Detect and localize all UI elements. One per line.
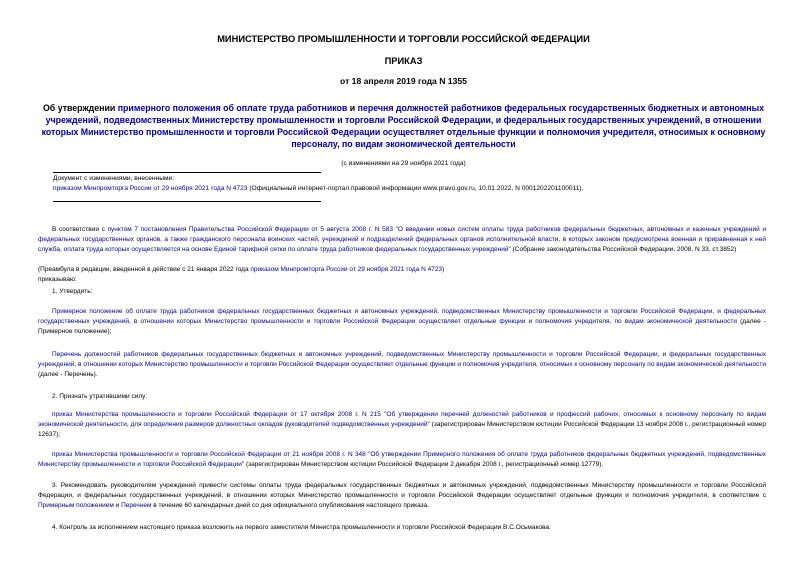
title-text-2: и bbox=[347, 103, 358, 113]
document-title bbox=[40, 102, 767, 150]
item3-text-2: и bbox=[113, 502, 122, 509]
divider-bottom bbox=[53, 201, 321, 202]
preamble-text-2: (Собрание законодательства Российской Федерации, 2008, N 33, ст.3852) bbox=[510, 246, 737, 253]
item2-link-order-215[interactable]: приказ Министерства промышленности и торговли Российской Федерации от 17 октября 2008 г. N 215 "Об утверждении перечней должностей работников и профессий рабочих, относимых к основному персоналу по видам экономической деятельности, для определения размеров должностных окладов руководителей подведомственных учреждений" bbox=[38, 411, 766, 428]
item3-text-1: 3. Рекомендовать руководителям учреждений привести системы оплаты труда федеральных государственных бюджетных и автономных учреждений, подведомственных Министерству промышленности и торговли Российской Федерации, и федеральных государственных учреждений, в отношении которых Министерство промышленности и торговли Российской Федерации осуществляет отдельные функции и полномочия учредителя, в соответствие с bbox=[38, 482, 766, 499]
item3-link-regulation[interactable]: Примерным положением bbox=[38, 502, 114, 509]
item2-para2 bbox=[38, 450, 766, 470]
preamble-edition bbox=[38, 265, 766, 275]
item2-para1 bbox=[38, 410, 766, 440]
doc-changes-link[interactable]: приказом Минпромторга России от 29 ноября 2021 года N 4723 bbox=[53, 185, 248, 192]
item2-para1-tail: (зарегистрирован Министерством юстиции Российской Федерации 13 ноября 2008 г., регистрационный номер 12637); bbox=[38, 421, 766, 438]
order-word: приказываю: bbox=[38, 276, 77, 283]
preamble-edition-text-1: (Преамбула в редакции, введенной в действие с 21 января 2022 года bbox=[38, 266, 251, 273]
item1-para1 bbox=[38, 307, 766, 337]
preamble-text-1: В соответствии с bbox=[52, 226, 108, 233]
preamble-link-decree[interactable]: пунктом 7 постановления Правительства Российской Федерации от 5 августа 2008 г. N 583 "О введении новых систем оплаты труда работников федеральных бюджетных, автономных и казенных учреждений и федеральных государственных органов, а также гражданского персонала воинских частей, учреждений и подразделений федеральных органов исполнительной власти, в которых законом предусмотрена военная и приравненная к ней служба, оплата труда которых осуществляется на основе Единой тарифной сетки по оплате труда работников федеральных государственных учреждений" bbox=[38, 226, 767, 253]
date-number: от 18 апреля 2019 года N 1355 bbox=[340, 76, 467, 86]
item3-link-list[interactable]: Перечнем bbox=[121, 502, 152, 509]
doc-changes-label: Документ с изменениями, внесенными: bbox=[53, 175, 175, 182]
item1-link-list[interactable]: Перечень должностей работников федеральных государственных бюджетных и автономных учреждений, подведомственных Министерству промышленности и торговли Российской Федерации, и федеральных государственных учреждений, в отношении которых Министерство промышленности и торговли Российской Федерации осуществляет отдельные функции и полномочия учредителя, относимых к основному персоналу по видам экономической деятельности bbox=[38, 351, 766, 368]
item2-para2-tail: (зарегистрирован Министерством юстиции Российской Федерации 2 декабря 2008 г., регистрационный номер 12779). bbox=[244, 461, 604, 468]
doc-changes-line bbox=[53, 184, 583, 194]
preamble-edition-link[interactable]: приказом Минпромторга России от 29 ноября 2021 года N 4723 bbox=[250, 266, 443, 273]
item3-text-3: в течение 60 календарных дней со дня официального опубликования настоящего приказа. bbox=[151, 502, 430, 509]
changes-note: (с изменениями на 29 ноября 2021 года) bbox=[341, 160, 466, 167]
title-link-regulation[interactable]: примерного положения об оплате труда работников bbox=[117, 103, 348, 113]
item1-para2 bbox=[38, 350, 766, 380]
title-text-1: Об утверждении bbox=[42, 103, 118, 113]
item1-para2-tail: (далее - Перечень). bbox=[38, 371, 98, 378]
item3-para bbox=[38, 481, 766, 511]
item1-para1-tail: (далее - Примерное положение); bbox=[38, 318, 766, 335]
preamble bbox=[38, 225, 766, 255]
item4-para: 4. Контроль за исполнением настоящего приказа возложить на первого заместителя Министра промышленности и торговли Российской Федерации В.С.Осьмакова. bbox=[52, 524, 551, 531]
item1-link-regulation[interactable]: Примерное положение об оплате труда работников федеральных государственных бюджетных и автономных учреждений, подведомственных Министерству промышленности и торговли Российской Федерации, и федеральных государственных учреждений, в отношении которых Министерство промышленности и торговли Российской Федерации осуществляет отдельные функции и полномочия учредителя, по видам экономической деятельности bbox=[38, 308, 766, 325]
preamble-edition-text-2: ) bbox=[442, 266, 445, 273]
item2-link-order-348[interactable]: приказ Министерства промышленности и торговли Российской Федерации от 21 ноября 2008 г. N 348 "Об утверждении Примерного положения об оплате труда работников федеральных бюджетных учреждений, подведомственных Министерству промышленности и торговли Российской Федерации" bbox=[38, 451, 766, 468]
doc-changes-source: (Официальный интернет-портал правовой информации www.pravo.gov.ru, 10.01.2022, N 0001202201100011). bbox=[247, 185, 584, 192]
ministry-heading: МИНИСТЕРСТВО ПРОМЫШЛЕННОСТИ И ТОРГОВЛИ РОССИЙСКОЙ ФЕДЕРАЦИИ bbox=[217, 34, 590, 44]
item2-label: 2. Признать утратившими силу: bbox=[52, 393, 148, 400]
title-link-list[interactable]: перечня должностей работников федеральных государственных бюджетных и автономных учреждений, подведомственных Министерству промышленности и торговли Российской Федерации, и федеральных государственных учреждений, в отношении которых Министерство промышленности и торговли Российской Федерации осуществляет отдельные функции и полномочия учредителя, относимых к основному персоналу, по видам экономической деятельности bbox=[41, 103, 766, 149]
divider-top bbox=[53, 172, 321, 173]
doc-type-heading: ПРИКАЗ bbox=[384, 56, 423, 66]
item1-label: 1. Утвердить: bbox=[52, 288, 93, 295]
